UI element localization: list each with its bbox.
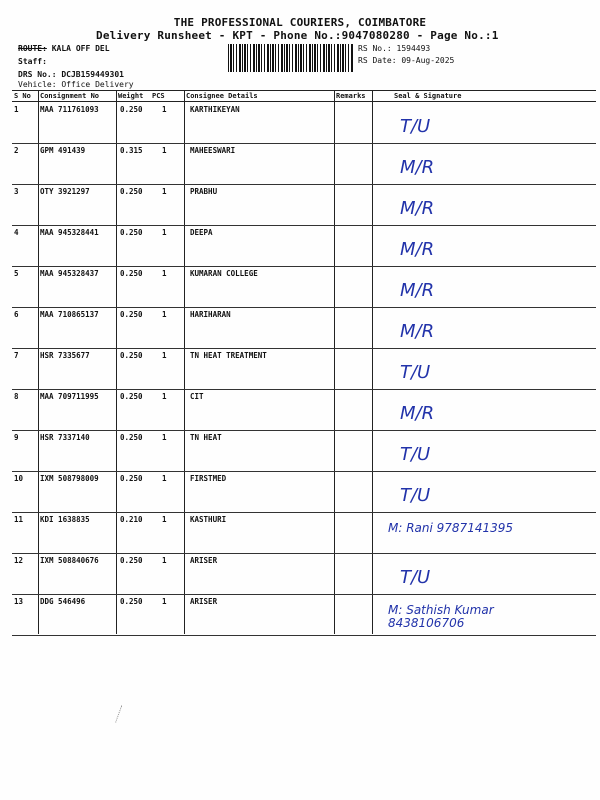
route-value: KALA OFF DEL: [51, 44, 110, 53]
cell-weight: 0.250: [120, 433, 143, 442]
cell-weight: 0.250: [120, 351, 143, 360]
signature: M/R: [400, 321, 435, 342]
cell-consignment: IXM 508840676: [40, 556, 99, 565]
drs-line: [18, 70, 124, 79]
cell-consignment: GPM 491439: [40, 146, 86, 155]
cell-consignment: MAA 710865137: [40, 310, 99, 319]
signature: M: Sathish Kumar 8438106706: [388, 603, 494, 630]
cell-weight: 0.250: [120, 228, 143, 237]
row-divider: [12, 143, 596, 144]
cell-consignee: TN HEAT: [190, 433, 222, 442]
cell-consignment: OTY 3921297: [40, 187, 90, 196]
staff-label: Staff:: [18, 57, 47, 66]
cell-consignee: MAHEESWARI: [190, 146, 236, 155]
signature: M/R: [400, 239, 435, 260]
cell-pcs: 1: [162, 392, 167, 401]
row-divider: [12, 430, 596, 431]
cell-consignee: KUMARAN COLLEGE: [190, 269, 258, 278]
signature: M/R: [400, 198, 435, 219]
signature: T/U: [400, 567, 431, 588]
rs-number: RS No.: 1594493: [358, 44, 431, 53]
cell-weight: 0.250: [120, 310, 143, 319]
cell-consignee: ARISER: [190, 556, 218, 565]
cell-sno: 8: [14, 392, 19, 401]
col-weight: Weight: [118, 92, 144, 100]
cell-consignment: MAA 709711995: [40, 392, 99, 401]
col-pcs: PCS: [152, 92, 165, 100]
row-divider: [12, 635, 596, 636]
cell-weight: 0.315: [120, 146, 143, 155]
cell-sno: 12: [14, 556, 24, 565]
cell-consignee: ARISER: [190, 597, 218, 606]
row-divider: [12, 553, 596, 554]
signature: T/U: [400, 444, 431, 465]
barcode: [228, 44, 354, 72]
cell-weight: 0.250: [120, 105, 143, 114]
drs-label: DRS No.:: [18, 70, 57, 79]
col-sno: S No: [14, 92, 31, 100]
row-divider: [12, 266, 596, 267]
rs-date: RS Date: 09-Aug-2025: [358, 56, 455, 65]
col-remarks: Remarks: [336, 92, 366, 100]
cell-consignee: KASTHURI: [190, 515, 227, 524]
row-divider: [12, 594, 596, 595]
col-consignment: Consignment No: [40, 92, 100, 100]
runsheet-subtitle: Delivery Runsheet - KPT - Phone No.:9047080280 - Page No.:1: [96, 29, 499, 42]
cell-pcs: 1: [162, 556, 167, 565]
cell-weight: 0.250: [120, 556, 143, 565]
row-divider: [12, 184, 596, 185]
cell-consignee: DEEPA: [190, 228, 213, 237]
cell-consignee: KARTHIKEYAN: [190, 105, 240, 114]
cell-weight: 0.250: [120, 269, 143, 278]
vehicle-label: Vehicle: Office Delivery: [18, 80, 134, 89]
route-line: [18, 44, 110, 53]
cell-sno: 9: [14, 433, 19, 442]
cell-sno: 4: [14, 228, 19, 237]
signature: T/U: [400, 485, 431, 506]
cell-pcs: 1: [162, 146, 167, 155]
cell-pcs: 1: [162, 433, 167, 442]
signature: M: Rani 9787141395: [388, 521, 514, 535]
cell-pcs: 1: [162, 515, 167, 524]
cell-consignment: MAA 945328437: [40, 269, 99, 278]
table-header-border: [12, 101, 596, 102]
row-divider: [12, 471, 596, 472]
cell-consignment: IXM 508798009: [40, 474, 99, 483]
cell-consignment: MAA 711761093: [40, 105, 99, 114]
stray-mark: [115, 705, 128, 724]
cell-pcs: 1: [162, 597, 167, 606]
cell-consignment: HSR 7335677: [40, 351, 90, 360]
cell-consignee: PRABHU: [190, 187, 218, 196]
cell-sno: 7: [14, 351, 19, 360]
cell-sno: 1: [14, 105, 19, 114]
cell-pcs: 1: [162, 228, 167, 237]
signature: T/U: [400, 362, 431, 383]
cell-consignment: DDG 546496: [40, 597, 86, 606]
cell-weight: 0.250: [120, 392, 143, 401]
cell-consignment: HSR 7337140: [40, 433, 90, 442]
cell-consignee: TN HEAT TREATMENT: [190, 351, 267, 360]
cell-weight: 0.210: [120, 515, 143, 524]
cell-sno: 5: [14, 269, 19, 278]
cell-pcs: 1: [162, 310, 167, 319]
col-seal-signature: Seal & Signature: [394, 92, 462, 100]
cell-pcs: 1: [162, 187, 167, 196]
cell-consignment: MAA 945328441: [40, 228, 99, 237]
row-divider: [12, 389, 596, 390]
company-title: THE PROFESSIONAL COURIERS, COIMBATORE: [173, 16, 427, 29]
cell-weight: 0.250: [120, 597, 143, 606]
cell-pcs: 1: [162, 269, 167, 278]
cell-weight: 0.250: [120, 474, 143, 483]
drs-value: DCJB159449301: [61, 70, 124, 79]
cell-sno: 6: [14, 310, 19, 319]
signature: M/R: [400, 157, 435, 178]
cell-sno: 3: [14, 187, 19, 196]
row-divider: [12, 348, 596, 349]
signature: T/U: [400, 116, 431, 137]
cell-sno: 2: [14, 146, 19, 155]
cell-consignee: FIRSTMED: [190, 474, 227, 483]
cell-sno: 10: [14, 474, 24, 483]
signature: M/R: [400, 403, 435, 424]
row-divider: [12, 512, 596, 513]
table-top-border: [12, 90, 596, 91]
signature: M/R: [400, 280, 435, 301]
cell-pcs: 1: [162, 105, 167, 114]
cell-consignment: KDI 1638835: [40, 515, 90, 524]
cell-consignee: CIT: [190, 392, 204, 401]
cell-pcs: 1: [162, 474, 167, 483]
cell-sno: 13: [14, 597, 24, 606]
row-divider: [12, 307, 596, 308]
route-label: ROUTE:: [18, 44, 47, 53]
col-consignee: Consignee Details: [186, 92, 258, 100]
cell-weight: 0.250: [120, 187, 143, 196]
cell-pcs: 1: [162, 351, 167, 360]
row-divider: [12, 225, 596, 226]
cell-consignee: HARIHARAN: [190, 310, 231, 319]
cell-sno: 11: [14, 515, 24, 524]
